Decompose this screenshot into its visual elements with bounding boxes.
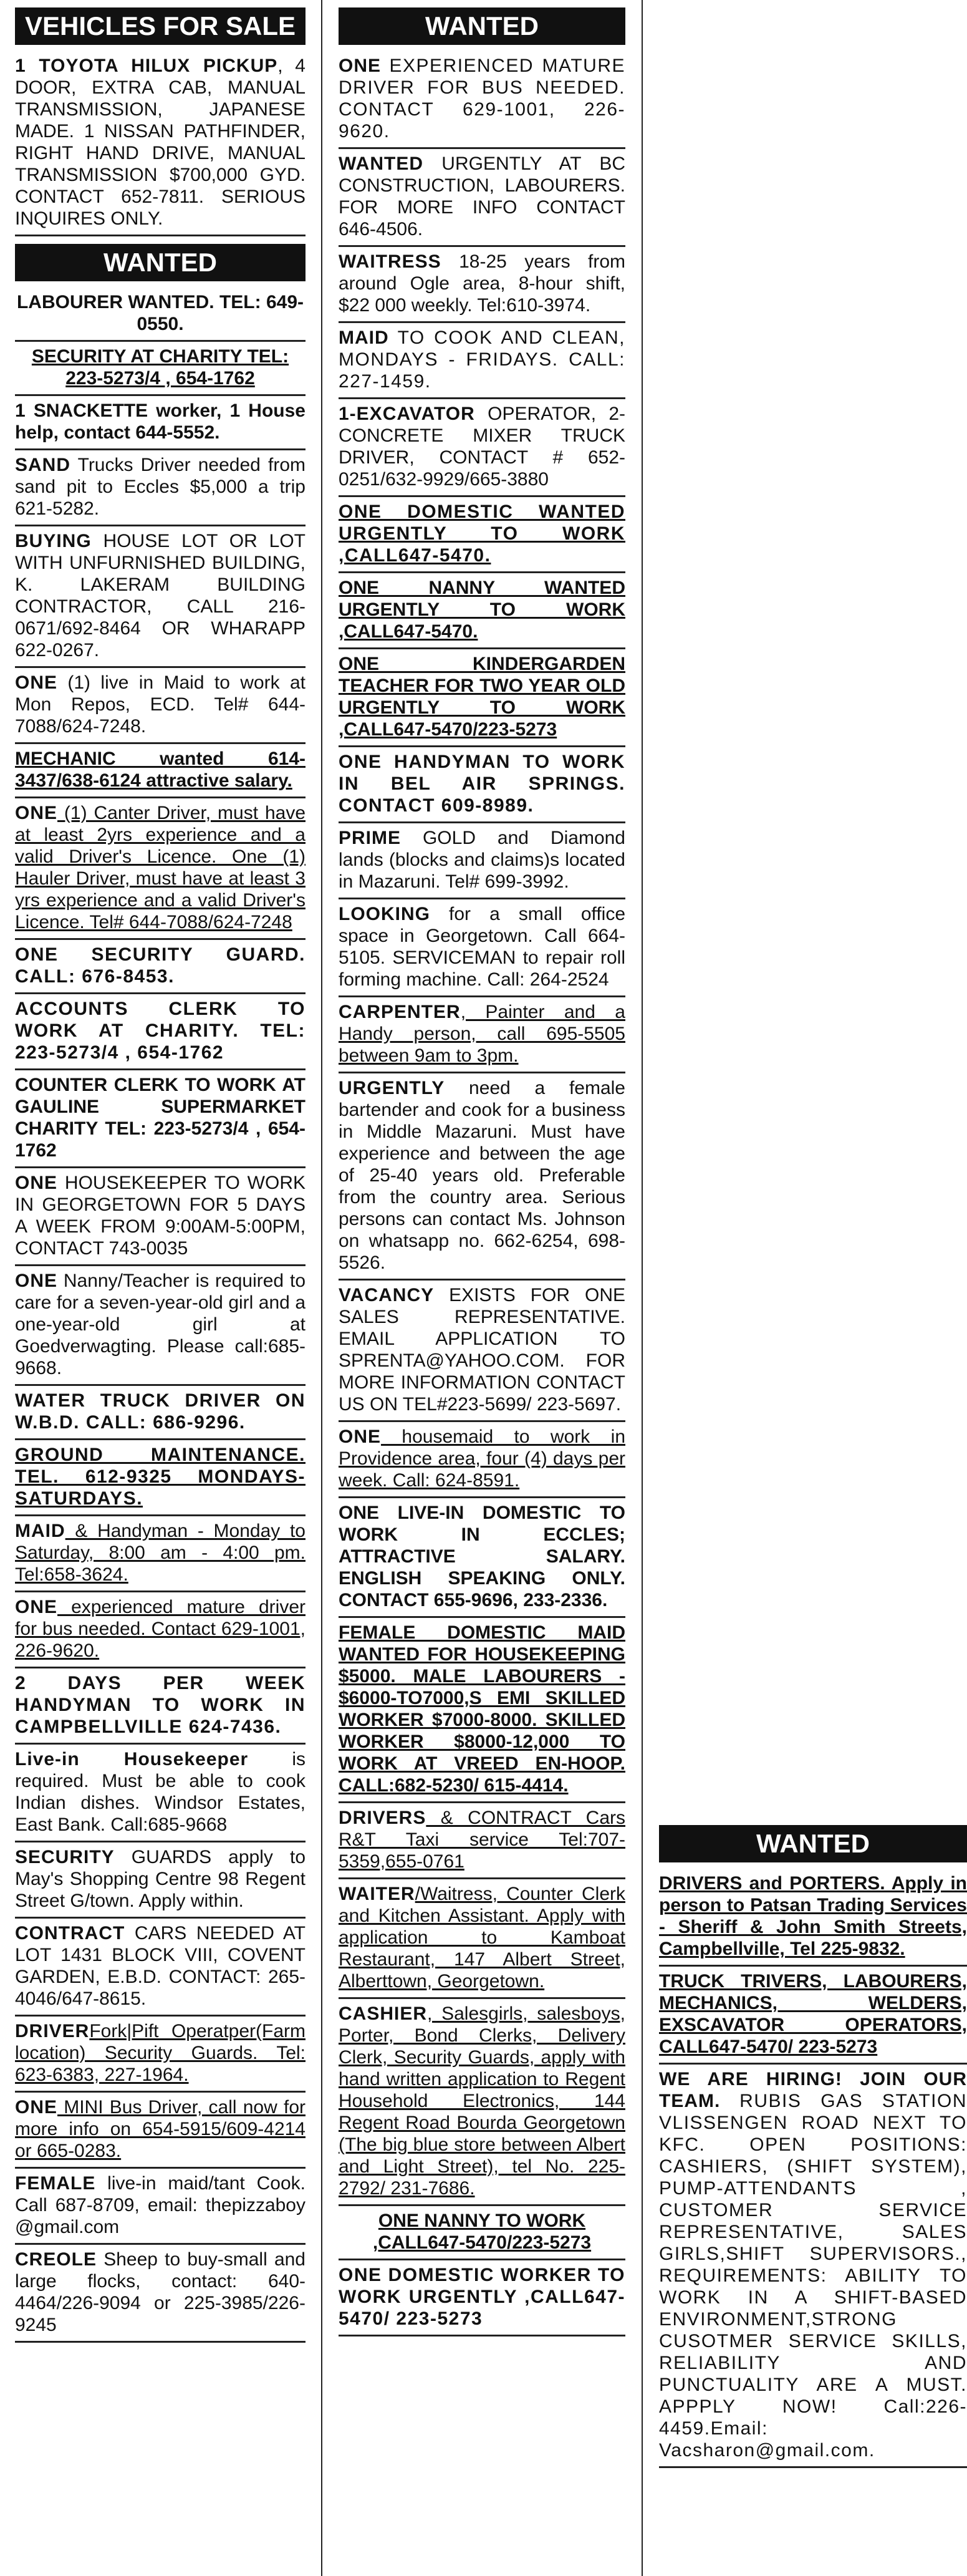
column-2 — [339, 0, 625, 2336]
classified-ad — [659, 1869, 967, 1967]
ad-body: GROUND MAINTENANCE. TEL. 612-9325 MONDAYS-SATURDAYS. — [15, 1445, 305, 1509]
ad-lead: PRIME — [339, 828, 402, 848]
ad-lead: Live-in Housekeeper — [15, 1749, 249, 1770]
ad-lead: CARPENTER — [339, 1002, 461, 1022]
ad-lead: CONTRACT — [15, 1923, 125, 1944]
classified-ad — [339, 649, 625, 747]
ad-body: MINI Bus Driver, call now for more info on 654-5915/609-4214 or 665-0283. — [15, 2097, 305, 2161]
ad-body: , 4 DOOR, EXTRA CAB, MANUAL TRANSMISSION, JAPANESE MADE. 1 NISSAN PATHFINDER, RIGHT HAND DRIVE, MANUAL TRANSMISSION $700,000 GYD. CONTACT 652-7811. SERIOUS INQUIRES ONLY. — [15, 56, 305, 229]
ad-body: SECURITY AT CHARITY TEL: 223-5273/4 , 654-1762 — [31, 346, 289, 389]
ad-body: (1) Canter Driver, must have at least 2yrs experience and a valid Driver's Licence. One (1) Hauler Driver, must have at least 3 yrs experience and a valid Driver's Licence. Tel# 644-7088/624-7248 — [15, 803, 305, 932]
classified-ad — [15, 2245, 305, 2343]
classified-ad — [339, 1999, 625, 2206]
classified-ad — [15, 1919, 305, 2017]
classified-ad — [339, 149, 625, 247]
classified-ad — [339, 573, 625, 649]
classified-ad — [15, 2017, 305, 2093]
ad-body: DRIVERS and PORTERS. Apply in person to Patsan Trading Services - Sheriff & John Smith Streets, Campbellville, Tel 225-9832. — [659, 1873, 967, 1959]
classified-ad — [339, 1803, 625, 1879]
classified-ad — [15, 2169, 305, 2245]
classified-ad — [339, 323, 625, 399]
classified-ad-vehicles — [15, 51, 305, 236]
ad-body: , Salesgirls, salesboys, Porter, Bond Clerks, Delivery Clerk, Security Guards, apply with hand written application to Regent Household Electronics, 144 Regent Road Bourda Georgetown (The big blue store between Albert and Light Street), tel No. 225-2792/ 231-7686. — [339, 2003, 625, 2199]
classified-ad — [15, 342, 305, 396]
classified-ad — [15, 396, 305, 450]
ad-body: 1 SNACKETTE worker, 1 House help, contact 644-5552. — [15, 400, 305, 443]
classified-ad — [339, 823, 625, 899]
classified-ad — [15, 940, 305, 994]
ad-body: GOLD and Diamond lands (blocks and claims)s located in Mazaruni. Tel# 699-3992. — [339, 828, 625, 892]
ad-body: , Painter and a Handy person, call 695-5505 between 9am to 3pm. — [339, 1002, 625, 1066]
classified-ad — [15, 1592, 305, 1668]
ad-lead: 1 TOYOTA HILUX PICKUP — [15, 56, 278, 76]
ad-body: TO COOK AND CLEAN, MONDAYS - FRIDAYS. CALL: 227-1459. — [339, 327, 625, 392]
ad-lead: CASHIER — [339, 2003, 428, 2024]
ad-lead: 1-EXCAVATOR — [339, 404, 475, 424]
classified-ad — [15, 450, 305, 526]
ads-list-col2 — [339, 51, 625, 2336]
ad-body: ACCOUNTS CLERK TO WORK AT CHARITY. TEL: 223-5273/4 , 654-1762 — [15, 999, 305, 1063]
ad-lead: FEMALE — [15, 2173, 96, 2194]
classified-ad — [15, 994, 305, 1070]
ad-lead: URGENTLY — [339, 1078, 445, 1098]
ads-list-col3 — [659, 1869, 967, 2468]
ad-lead: WANTED — [339, 153, 423, 174]
ad-body: ONE KINDERGARDEN TEACHER FOR TWO YEAR OLD URGENTLY TO WORK ,CALL647-5470/223-5273 — [339, 654, 625, 740]
classified-ad — [339, 399, 625, 497]
ad-body: live-in maid/tant Cook. Call 687-8709, email: thepizzaboy @gmail.com — [15, 2173, 305, 2237]
classified-ad — [659, 1967, 967, 2065]
classified-ad — [15, 1516, 305, 1592]
ad-body: Nanny/Teacher is required to care for a seven-year-old girl and a one-year-old girl at Goedverwagting. Please call:685-9668. — [15, 1271, 305, 1378]
ad-lead: ONE — [339, 56, 382, 76]
ad-lead: VACANCY — [339, 1285, 435, 1305]
ad-lead: ONE — [339, 1426, 382, 1447]
classified-ad — [339, 1073, 625, 1281]
ad-lead: LOOKING — [339, 904, 430, 924]
ad-lead: ONE — [15, 803, 58, 823]
ad-lead: MAID — [15, 1521, 65, 1541]
classified-ad — [339, 747, 625, 823]
ad-body: ONE NANNY TO WORK ,CALL647-5470/223-5273 — [372, 2210, 592, 2253]
classified-ad — [15, 1745, 305, 1842]
ad-body: 18-25 years from around Ogle area, 8-hour shift, $22 000 weekly. Tel:610-3974. — [339, 251, 625, 316]
ad-body: is required. Must be able to cook Indian dishes. Windsor Estates, East Bank. Call:685-9668 — [15, 1749, 305, 1835]
ad-body: ONE DOMESTIC WANTED URGENTLY TO WORK ,CALL647-5470. — [339, 501, 625, 566]
ad-lead: WAITER — [339, 1884, 415, 1904]
ad-body: OPERATOR, 2- CONCRETE MIXER TRUCK DRIVER, CONTACT # 652-0251/632-9929/665-3880 — [339, 404, 625, 490]
ad-lead: MAID — [339, 327, 389, 348]
ad-body: RUBIS GAS STATION VLISSENGEN ROAD NEXT TO KFC. OPEN POSITIONS: CASHIERS, (SHIFT SYSTEM), PUMP-ATTENDANTS , CUSTOMER SERVICE REPRESENTATIVE, SALES GIRLS,SHIFT SUPERVISORS., REQUIREMENTS: ABILITY TO WORK IN A SHIFT-BASED ENVIRONMENT,STRONG CUSOTMER SERVICE SKILLS, RELIABILITY AND PUNCTUALITY ARE A MUST. APPPLY NOW! Call:226-4459.Email: Vacsharon@gmail.com. — [659, 2091, 967, 2461]
classified-ad — [15, 2093, 305, 2169]
classified-ad — [15, 1070, 305, 1168]
ad-lead: ONE — [15, 2097, 58, 2118]
classified-ad — [15, 1842, 305, 1919]
ad-lead: ONE — [15, 1271, 58, 1291]
ad-body: GUARDS apply to May's Shopping Centre 98 Regent Street G/town. Apply within. — [15, 1847, 305, 1911]
column-1 — [15, 0, 305, 2343]
classified-ad — [339, 997, 625, 1073]
ad-lead: SECURITY — [15, 1847, 115, 1867]
ad-lead: BUYING — [15, 531, 92, 551]
ad-body: need a female bartender and cook for a business in Middle Mazaruni. Must have experience and between the age of 25-40 years old. Preferable from the country area. Serious persons can contact Ms. Johnson on whatsapp no. 662-6254, 698-5526. — [339, 1078, 625, 1273]
ad-body: MECHANIC wanted 614-3437/638-6124 attractive salary. — [15, 748, 305, 791]
classified-ad — [339, 1422, 625, 1498]
ad-lead: SAND — [15, 455, 71, 475]
ad-body: ONE SECURITY GUARD. CALL: 676-8453. — [15, 944, 305, 987]
ad-body: URGENTLY AT BC CONSTRUCTION, LABOURERS. FOR MORE INFO CONTACT 646-4506. — [339, 153, 625, 240]
ad-body: 2 DAYS PER WEEK HANDYMAN TO WORK IN CAMPBELLVILLE 624-7436. — [15, 1673, 305, 1737]
classified-ad — [339, 899, 625, 997]
classified-ad — [339, 2206, 625, 2260]
classified-ad — [339, 1618, 625, 1803]
ad-body: /Waitress, Counter Clerk and Kitchen Assistant. Apply with application to Kamboat Restaurant, 147 Albert Street, Alberttown, Georgetown. — [339, 1884, 625, 1992]
ad-lead: DRIVER — [15, 2021, 90, 2041]
ad-body: Sheep to buy-small and large flocks, contact: 640-4464/226-9094 or 225-3985/226-9245 — [15, 2249, 305, 2335]
ad-lead: CREOLE — [15, 2249, 97, 2270]
ad-body: housemaid to work in Providence area, four (4) days per week. Call: 624-8591. — [339, 1426, 625, 1491]
ad-body: WATER TRUCK DRIVER ON W.B.D. CALL: 686-9296. — [15, 1390, 305, 1433]
classified-ad — [339, 1879, 625, 1999]
ad-body: experienced mature driver for bus needed. Contact 629-1001, 226-9620. — [15, 1597, 305, 1661]
ad-body: CARS NEEDED AT LOT 1431 BLOCK VIII, COVENT GARDEN, E.B.D. CONTACT: 265-4046/647-8615. — [15, 1923, 305, 2009]
ad-body: EXPERIENCED MATURE DRIVER FOR BUS NEEDED. CONTACT 629-1001, 226-9620. — [339, 56, 625, 142]
classified-ad — [659, 2065, 967, 2468]
classified-ad — [15, 668, 305, 744]
classified-ad — [339, 2260, 625, 2336]
ad-lead: ONE — [15, 672, 58, 693]
ad-body: COUNTER CLERK TO WORK AT GAULINE SUPERMARKET CHARITY TEL: 223-5273/4 , 654-1762 — [15, 1075, 305, 1161]
ad-body: & CONTRACT Cars R&T Taxi service Tel:707-5359,655-0761 — [339, 1808, 625, 1872]
ad-body: HOUSEKEEPER TO WORK IN GEORGETOWN FOR 5 DAYS A WEEK FROM 9:00AM-5:00PM, CONTACT 743-0035 — [15, 1173, 305, 1259]
column-3 — [659, 1818, 967, 2468]
ad-body: Trucks Driver needed from sand pit to Eccles $5,000 a trip 621-5282. — [15, 455, 305, 519]
classified-ad — [339, 51, 625, 149]
classified-ad — [15, 288, 305, 342]
ad-body: ONE DOMESTIC WORKER TO WORK URGENTLY ,CALL647-5470/ 223-5273 — [339, 2265, 625, 2329]
ad-body: Fork|Pift Operatper(Farm location) Security Guards. Tel: 623-6383, 227-1964. — [15, 2021, 305, 2085]
ad-lead: WE ARE HIRING! JOIN OUR TEAM. — [659, 2069, 967, 2111]
ads-list-col1 — [15, 288, 305, 2343]
ad-lead: ONE — [15, 1597, 58, 1617]
classified-ad — [15, 1266, 305, 1386]
ad-lead: DRIVERS — [339, 1808, 426, 1828]
classified-ad — [15, 798, 305, 940]
ad-body: HOUSE LOT OR LOT WITH UNFURNISHED BUILDING, K. LAKERAM BUILDING CONTRACTOR, CALL 216-0671/692-8464 OR WHARAPP 622-0267. — [15, 531, 305, 661]
classified-ad — [15, 744, 305, 798]
ad-body: ONE NANNY WANTED URGENTLY TO WORK ,CALL647-5470. — [339, 578, 625, 642]
section-header-wanted-col1: WANTED — [15, 244, 305, 281]
ad-body: & Handyman - Monday to Saturday, 8:00 am - 4:00 pm. Tel:658-3624. — [15, 1521, 305, 1585]
ad-body: EXISTS FOR ONE SALES REPRESENTATIVE. EMAIL APPLICATION TO SPRENTA@YAHOO.COM. FOR MORE INFORMATION CONTACT US ON TEL#223-5699/ 223-5697. — [339, 1285, 625, 1415]
classified-ad — [339, 1498, 625, 1618]
classified-ad — [339, 1281, 625, 1422]
classified-ad — [339, 497, 625, 573]
section-header-vehicles-for-sale: VEHICLES FOR SALE — [15, 7, 305, 45]
classified-ad — [15, 1168, 305, 1266]
section-header-wanted-col3: WANTED — [659, 1825, 967, 1862]
ad-body: ONE HANDYMAN TO WORK IN BEL AIR SPRINGS. CONTACT 609-8989. — [339, 752, 625, 816]
section-header-wanted-col2: WANTED — [339, 7, 625, 45]
ad-body: for a small office space in Georgetown. Call 664-5105. SERVICEMAN to repair roll forming machine. Call: 264-2524 — [339, 904, 625, 990]
classified-ad — [15, 1440, 305, 1516]
classified-ad — [339, 247, 625, 323]
ad-body: LABOURER WANTED. TEL: 649-0550. — [16, 292, 304, 334]
classified-ad — [15, 1386, 305, 1440]
ad-lead: WAITRESS — [339, 251, 441, 272]
classified-ad — [15, 526, 305, 668]
ad-body: FEMALE DOMESTIC MAID WANTED FOR HOUSEKEEPING $5000. MALE LABOURERS - $6000-TO7000,S EMI SKILLED WORKER $7000-8000. SKILLED WORKER $8000-12,000 TO WORK AT VREED EN-HOOP. CALL:682-5230/ 615-4414. — [339, 1622, 625, 1796]
ad-lead: ONE — [15, 1173, 58, 1193]
ad-body: (1) live in Maid to work at Mon Repos, ECD. Tel# 644-7088/624-7248. — [15, 672, 305, 737]
ad-body: TRUCK TRIVERS, LABOURERS, MECHANICS, WELDERS, EXSCAVATOR OPERATORS, CALL647-5470/ 223-5273 — [659, 1971, 967, 2057]
ad-body: ONE LIVE-IN DOMESTIC TO WORK IN ECCLES; ATTRACTIVE SALARY. ENGLISH SPEAKING ONLY. CONTACT 655-9696, 233-2336. — [339, 1503, 625, 1610]
classified-ad — [15, 1668, 305, 1745]
